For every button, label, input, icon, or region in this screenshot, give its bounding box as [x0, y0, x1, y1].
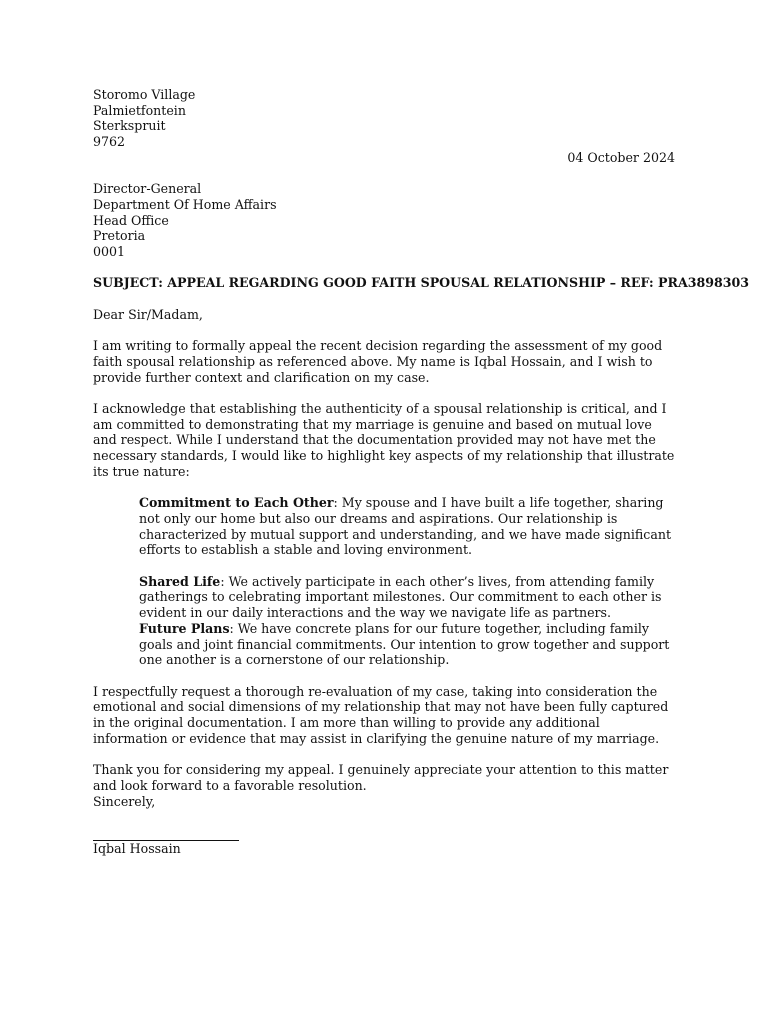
letter-date: 04 October 2024 — [567, 149, 675, 165]
sender-line: Sterkspruit — [93, 118, 166, 134]
point-term: Future Plans — [139, 620, 230, 636]
closing: Sincerely, — [93, 793, 156, 809]
intro-paragraph: I am writing to formally appeal the recent decision regarding the assessment of my good faith spousal relationship as referenced above. My name is Iqbal Hossain, and I wish to provide further context and clarification on my case. — [93, 338, 663, 385]
sender-line: Palmietfontein — [93, 102, 186, 118]
point-text: : My spouse and I have built a life together, sharing not only our home but also our dreams and aspirations. Our relationship is characterized by mutual support and understanding, and we have made significant efforts to establish a stable and loving environment. — [139, 495, 672, 558]
recipient-line: Pretoria — [93, 228, 146, 244]
subject-line: SUBJECT: APPEAL REGARDING GOOD FAITH SPOUSAL RELATIONSHIP – REF: PRA3898303 — [93, 275, 750, 291]
signature-name: Iqbal Hossain — [93, 840, 181, 856]
point-term: Shared Life — [139, 573, 221, 589]
recipient-address — [93, 181, 675, 260]
letter — [93, 87, 750, 857]
recipient-line: Head Office — [93, 212, 169, 228]
sender-address — [93, 87, 675, 150]
point-future-plans — [139, 621, 677, 668]
signature-line — [93, 825, 239, 841]
point-text: : We actively participate in each other’s lives, from attending family gatherings to celebrating important milestones. Our commitment to each other is evident in our daily interactions and the way we navigate life as partners. — [139, 573, 662, 621]
point-commitment — [139, 495, 677, 558]
sender-line: 9762 — [93, 134, 126, 150]
thanks-paragraph: Thank you for considering my appeal. I genuinely appreciate your attention to this matter and look forward to a favorable resolution. — [93, 762, 669, 793]
acknowledge-paragraph: I acknowledge that establishing the authenticity of a spousal relationship is critical, and I am committed to demonstrating that my marriage is genuine and based on mutual love and respect. While I understand that the documentation provided may not have met the necessary standards, I would like to highlight key aspects of my relationship that illustrate its true nature: — [93, 400, 675, 479]
recipient-line: Director-General — [93, 181, 202, 197]
recipient-line: Department Of Home Affairs — [93, 196, 277, 212]
point-text: : We have concrete plans for our future together, including family goals and joint financial commitments. Our intention to grow together and support one another is a cornerstone of our relationship. — [139, 620, 670, 668]
point-shared-life — [139, 574, 677, 621]
recipient-line: 0001 — [93, 244, 126, 260]
sender-line: Storomo Village — [93, 87, 196, 102]
salutation: Dear Sir/Madam, — [93, 306, 203, 322]
point-term: Commitment to Each Other — [139, 495, 334, 511]
request-paragraph: I respectfully request a thorough re-evaluation of my case, taking into consideration the emotional and social dimensions of my relationship that may not have been fully captured in the original documentation. I am more than willing to provide any additional information or evidence that may assist in clarifying the genuine nature of my marriage. — [93, 683, 669, 746]
